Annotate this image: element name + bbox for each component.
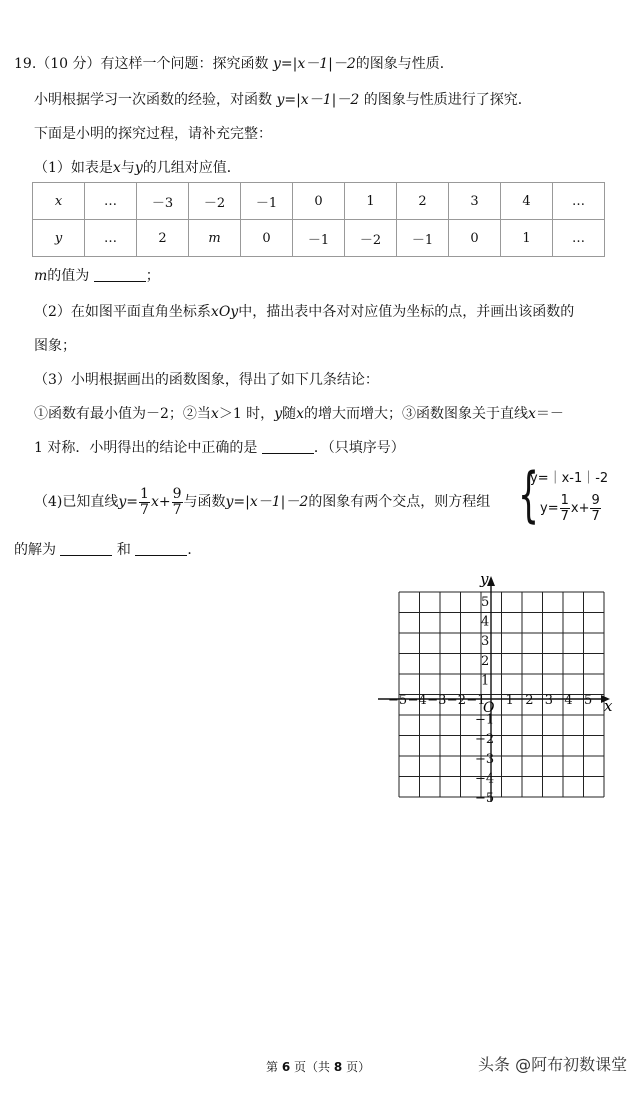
value-table [32, 182, 605, 257]
conclusions-line-2 [34, 438, 405, 458]
function-expression: y=|x－1|－2 [272, 56, 356, 72]
line-2-b: 的图象与性质进行了探究． [363, 92, 532, 108]
m-tail: 的值为 [47, 268, 90, 284]
table-cell: 1 [345, 183, 397, 220]
c1-x2: x [296, 406, 305, 422]
part-4-line [34, 485, 490, 519]
system-equation-1: y=｜x-1｜-2 [530, 471, 609, 486]
p4-c: 的图象有两个交点，则方程组 [308, 494, 491, 510]
y-tick-label: −2 [475, 732, 495, 748]
system-equation-2: y= $\frac{1}{7}$ x+ $\frac{9}{7}$ [540, 493, 600, 524]
c2-a: 1 对称．小明得出的结论中正确的是 [34, 440, 258, 456]
part-2-c: 图象； [34, 338, 76, 354]
p4-a: （4)已知直线 [34, 494, 119, 510]
y-tick-label: 2 [481, 653, 490, 669]
x-tick-label: −1 [466, 693, 486, 708]
c1-x3: x [528, 406, 536, 422]
answer-blank-solution-1[interactable] [60, 541, 112, 556]
line-3: 下面是小明的探究过程，请补充完整： [34, 126, 272, 142]
table-cell: y [33, 220, 85, 257]
table-cell: 2 [137, 220, 189, 257]
c1-e: ＝－ [535, 406, 564, 422]
answer-blank-solution-2[interactable] [135, 541, 187, 556]
m-end: ； [145, 268, 160, 284]
table-row-x [33, 183, 605, 220]
part-1-a: （1）如表是 [34, 160, 113, 176]
line-2-a: 小明根据学习一次函数的经验，对函数 [34, 92, 272, 108]
p4-b: 与函数 [183, 494, 226, 510]
part-2-xoy: xOy [210, 304, 239, 320]
table-cell: 1 [501, 220, 553, 257]
intro-tail: 的图象与性质． [355, 56, 454, 72]
answer-blank-conclusions[interactable] [262, 439, 314, 454]
c1-x: x [210, 406, 219, 422]
c1-a: ①函数有最小值为－2；②当 [34, 406, 211, 422]
part-1-line [34, 158, 241, 178]
part-1-x: x [112, 160, 121, 176]
line-2 [34, 90, 532, 110]
table-cell: －1 [241, 183, 293, 220]
x-tick-label: 1 [505, 693, 514, 708]
ans-end: ． [187, 542, 202, 558]
table-cell: －1 [397, 220, 449, 257]
part-2-b: 中，描出表中各对对应值为坐标的点，并画出该函数的 [238, 304, 575, 320]
answer-line [14, 540, 201, 560]
table-cell: －2 [345, 220, 397, 257]
y-tick-label: 1 [481, 673, 490, 689]
x-tick-label: 3 [544, 693, 554, 708]
x-tick-label: −2 [446, 693, 466, 708]
part-3-line: （3）小明根据画出的函数图象，得出了如下几条结论： [34, 372, 379, 388]
y-tick-label: −4 [475, 771, 495, 787]
m-value-line [34, 266, 160, 286]
p4-func: y=|x－1|－2 [225, 494, 309, 510]
c1-d: 的增大而增大；③函数图象关于直线 [304, 406, 529, 422]
table-cell: －2 [189, 183, 241, 220]
x-tick-label: 2 [525, 693, 534, 708]
table-cell: －3 [137, 183, 189, 220]
y-axis-label: y [480, 570, 489, 588]
table-cell: 2 [397, 183, 449, 220]
origin-label: O [483, 700, 495, 716]
table-cell: 4 [501, 183, 553, 220]
x-tick-label: −4 [407, 693, 427, 708]
part-1-tail: 的几组对应值． [142, 160, 241, 176]
x-tick-label: 4 [564, 693, 573, 708]
ans-and: 和 [116, 542, 131, 558]
equation-system [518, 460, 628, 531]
x-tick-label: −3 [427, 693, 447, 708]
problem-intro: 有这样一个问题：探究函数 [100, 56, 269, 72]
part-2-line [34, 302, 574, 322]
answer-blank-m[interactable] [94, 267, 146, 282]
x-tick-label: 5 [584, 693, 593, 708]
p4-eq: = [126, 494, 139, 510]
c1-y: y [274, 406, 283, 422]
table-cell: … [85, 220, 137, 257]
line-2-func: y=|x－1|－2 [276, 92, 360, 108]
table-cell: 3 [449, 183, 501, 220]
y-tick-label: −3 [475, 751, 495, 767]
c1-c: 随 [282, 406, 297, 422]
p4-x: x [150, 494, 159, 510]
problem-header [14, 54, 454, 74]
m-label: m [34, 268, 48, 284]
page-footer: 第 6 页（共 8 页） [266, 1060, 371, 1074]
coordinate-grid[interactable] [370, 568, 620, 808]
conclusions-line-1 [34, 404, 564, 424]
p4-plus: + [158, 494, 171, 510]
table-cell: x [33, 183, 85, 220]
table-cell: －1 [293, 220, 345, 257]
table-cell: … [553, 220, 605, 257]
part-1-y: y [134, 160, 143, 176]
problem-points: （10 分） [36, 56, 101, 72]
ans-a: 的解为 [14, 542, 56, 558]
table-cell: 0 [293, 183, 345, 220]
left-brace-icon: { [518, 460, 540, 530]
table-cell: … [85, 183, 137, 220]
part-1-mid: 与 [120, 160, 135, 176]
x-axis-label: x [604, 697, 613, 715]
problem-number: 19. [14, 56, 37, 72]
table-cell: … [553, 183, 605, 220]
c1-b: ＞1 时， [218, 406, 275, 422]
y-tick-label: −5 [475, 791, 495, 806]
p4-y: y [118, 494, 127, 510]
table-cell: 0 [241, 220, 293, 257]
fraction: $\frac{9}{7}$ [172, 485, 182, 518]
y-tick-label: 5 [481, 595, 490, 610]
y-tick-label: 3 [481, 634, 490, 650]
part-2-a: （2）在如图平面直角坐标系 [34, 304, 211, 320]
y-tick-label: 4 [481, 614, 490, 630]
table-row-y [33, 220, 605, 257]
watermark: 头条 @阿布初数课堂 [478, 1055, 628, 1074]
table-cell: 0 [449, 220, 501, 257]
fraction: $\frac{1}{7}$ [140, 485, 149, 518]
c2-b: ．（只填序号） [313, 440, 405, 456]
y-tick-label: −1 [475, 712, 495, 728]
x-tick-label: −5 [388, 693, 408, 708]
table-cell: m [189, 220, 241, 257]
